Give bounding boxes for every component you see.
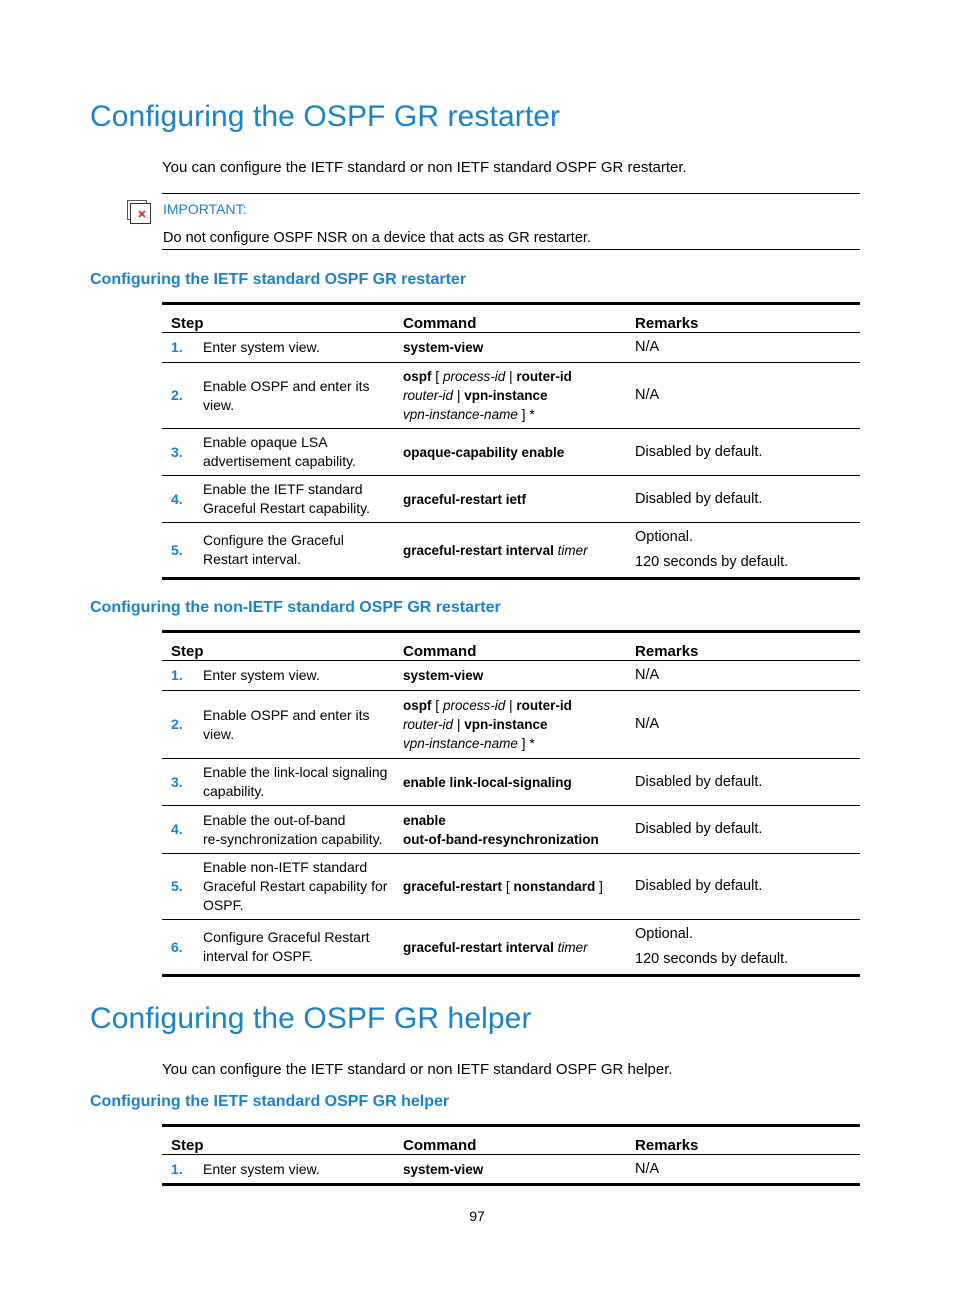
command-keyword: router-id (516, 698, 572, 713)
command-keyword: graceful-restart ietf (403, 491, 527, 507)
command-keyword: vpn-instance (464, 388, 548, 403)
step-description: Enable the link-local signaling capability. (203, 764, 388, 799)
section-title-gr-restarter: Configuring the OSPF GR restarter (90, 100, 561, 133)
step-command (396, 661, 628, 691)
command-argument: router-id (403, 717, 454, 732)
step-remarks: N/A (635, 667, 660, 683)
step-description: Enter system view. (203, 667, 320, 683)
command-keyword: nonstandard (513, 879, 596, 894)
table-row (162, 854, 860, 920)
table-row (162, 429, 860, 476)
command-argument: vpn-instance-name (403, 407, 518, 422)
subsection-title-ietf-helper: Configuring the IETF standard OSPF GR helper (90, 1093, 450, 1110)
table-row (162, 759, 860, 806)
table-header-row (162, 1126, 860, 1155)
section-intro: You can configure the IETF standard or non IETF standard OSPF GR helper. (162, 1061, 673, 1078)
step-description: Enable non-IETF standard Graceful Restart capability for OSPF. (203, 859, 388, 913)
remarks-line: Optional. (635, 529, 694, 545)
header-command: Command (403, 1137, 477, 1154)
step-command (396, 333, 628, 363)
ietf-helper-table (162, 1124, 860, 1186)
table-row (162, 476, 860, 523)
step-remarks: Disabled by default. (635, 821, 763, 837)
command-keyword: enable (403, 812, 446, 828)
command-separator: | (456, 716, 461, 732)
table-row (162, 920, 860, 976)
remarks-line: 120 seconds by default. (635, 951, 789, 967)
subsection-title-ietf-restarter: Configuring the IETF standard OSPF GR restarter (90, 271, 467, 288)
command-bracket: [ (435, 697, 440, 713)
step-remarks: N/A (635, 387, 660, 403)
command-keyword: router-id (516, 369, 572, 384)
table-row (162, 363, 860, 429)
command-argument: router-id (403, 388, 454, 403)
remarks-line: 120 seconds by default. (635, 554, 789, 570)
step-description: Enable the IETF standard Graceful Restart capability. (203, 481, 371, 516)
command-argument: timer (557, 542, 588, 558)
command-keyword: graceful-restart interval (403, 542, 554, 558)
command-separator: | (508, 368, 513, 384)
step-command (396, 920, 628, 976)
description-line: Enable the out-of-band (203, 811, 346, 828)
command-keyword: ospf (403, 698, 432, 713)
command-keyword: vpn-instance (464, 717, 548, 732)
command-keyword: enable link-local-signaling (403, 774, 572, 790)
table-row (162, 1155, 860, 1185)
step-remarks: N/A (635, 716, 660, 732)
command-keyword: graceful-restart (403, 879, 503, 894)
step-description (194, 806, 396, 854)
step-remarks: Disabled by default. (635, 443, 763, 460)
step-remarks: Disabled by default. (635, 490, 763, 507)
step-command (396, 691, 628, 759)
non-ietf-restarter-table (162, 630, 860, 977)
header-step: Step (171, 315, 204, 332)
command-bracket: ] (599, 878, 603, 894)
step-command (396, 476, 628, 523)
step-command (396, 1155, 628, 1185)
command-argument: vpn-instance-name (403, 736, 518, 751)
step-number: 1. (171, 339, 183, 355)
header-remarks: Remarks (635, 1137, 699, 1154)
header-command: Command (403, 643, 477, 660)
command-argument: timer (557, 939, 588, 955)
step-command (396, 806, 628, 854)
table-row (162, 691, 860, 759)
command-argument: process-id (442, 698, 506, 713)
step-command (396, 523, 628, 579)
command-argument: process-id (442, 369, 506, 384)
command-separator: | (456, 387, 461, 403)
step-command (396, 759, 628, 806)
command-keyword: out-of-band-resynchronization (403, 831, 599, 847)
table-header-row (162, 304, 860, 333)
step-remarks: Disabled by default. (635, 773, 763, 790)
table-row (162, 661, 860, 691)
table-row (162, 333, 860, 363)
step-description: Enable OSPF and enter its view. (203, 377, 370, 413)
step-description: Enter system view. (203, 339, 320, 355)
step-number: 4. (171, 821, 183, 837)
description-line: re-synchronization capability. (203, 830, 383, 847)
step-description: Enter system view. (203, 1160, 320, 1177)
step-number: 5. (171, 878, 183, 894)
header-command: Command (403, 315, 477, 332)
command-keyword: ospf (403, 369, 432, 384)
section-intro: You can configure the IETF standard or non IETF standard OSPF GR restarter. (162, 159, 687, 176)
subsection-title-non-ietf-restarter: Configuring the non-IETF standard OSPF GR restarter (90, 599, 501, 616)
step-number: 2. (171, 387, 183, 403)
note-bottom-rule (162, 249, 860, 250)
step-command (396, 854, 628, 920)
step-remarks: N/A (635, 339, 660, 355)
step-description: Enable OSPF and enter its view. (203, 706, 370, 742)
command-bracket: [ (505, 878, 510, 894)
step-number: 2. (171, 716, 183, 732)
page-number: 97 (469, 1208, 485, 1224)
step-number: 3. (171, 773, 183, 790)
important-note-icon (127, 200, 151, 224)
step-number: 4. (171, 490, 183, 507)
header-step: Step (171, 1137, 204, 1154)
note-top-rule (162, 193, 860, 194)
step-remarks (628, 523, 860, 579)
command-keyword: system-view (403, 340, 484, 355)
step-command (396, 429, 628, 476)
header-remarks: Remarks (635, 315, 699, 332)
step-number: 6. (171, 938, 183, 955)
remarks-line: Optional. (635, 926, 694, 942)
step-number: 3. (171, 443, 183, 460)
step-number: 5. (171, 541, 183, 558)
command-keyword: opaque-capability enable (403, 444, 565, 460)
command-keyword: system-view (403, 668, 484, 683)
header-remarks: Remarks (635, 643, 699, 660)
command-keyword: graceful-restart interval (403, 939, 554, 955)
step-command (396, 363, 628, 429)
step-description: Enable opaque LSA advertisement capability. (203, 434, 357, 469)
section-title-gr-helper: Configuring the OSPF GR helper (90, 1002, 532, 1035)
step-number: 1. (171, 667, 183, 683)
important-label: IMPORTANT: (163, 201, 247, 217)
step-number: 1. (171, 1160, 183, 1177)
command-keyword: system-view (403, 1161, 484, 1177)
header-step: Step (171, 643, 204, 660)
command-bracket: ] * (521, 735, 535, 751)
command-separator: | (508, 697, 513, 713)
important-text: Do not configure OSPF NSR on a device that acts as GR restarter. (163, 230, 591, 246)
step-description: Configure the Graceful Restart interval. (203, 532, 344, 567)
step-remarks: N/A (635, 1160, 660, 1177)
command-bracket: ] * (521, 406, 535, 422)
command-bracket: [ (435, 368, 440, 384)
step-remarks: Disabled by default. (635, 878, 763, 894)
step-description: Configure Graceful Restart interval for OSPF. (203, 929, 370, 964)
ietf-restarter-table (162, 302, 860, 580)
step-remarks (628, 920, 860, 976)
table-row (162, 806, 860, 854)
table-row (162, 523, 860, 579)
table-header-row (162, 632, 860, 661)
